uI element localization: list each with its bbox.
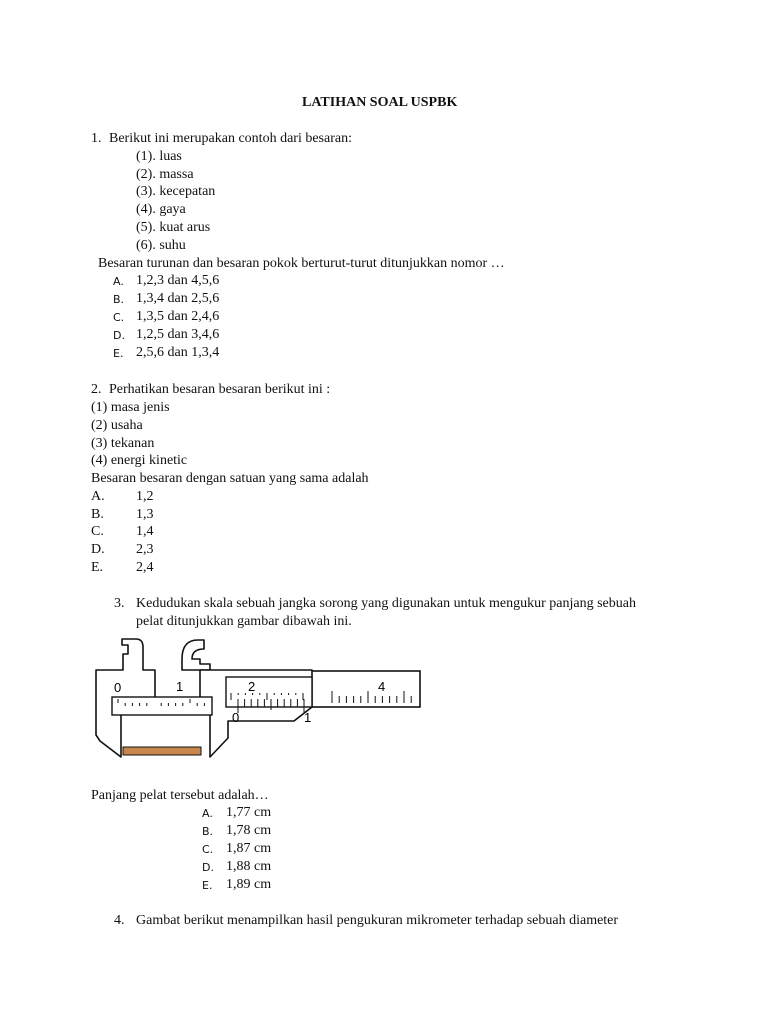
- q2-item: (3) tekanan: [91, 436, 155, 451]
- vernier-caliper-figure: [88, 637, 428, 772]
- main-scale-label-0: 0: [114, 680, 122, 695]
- q3-stem-line2: pelat ditunjukkan gambar dibawah ini.: [136, 614, 352, 629]
- q1-option-letter: A.: [113, 275, 124, 288]
- q3-option-text: 1,89 cm: [226, 877, 272, 892]
- q2-number: 2.: [91, 382, 102, 397]
- q3-option-text: 1,77 cm: [226, 805, 272, 820]
- vernier-scale-label-0: 0: [232, 710, 240, 725]
- q3-stem-line1: Kedudukan skala sebuah jangka sorong yang digunakan untuk mengukur panjang sebuah: [136, 596, 636, 611]
- q1-option-letter: C.: [113, 311, 125, 324]
- vernier-scale-label-1: 1: [304, 710, 312, 725]
- q3-option-text: 1,78 cm: [226, 823, 272, 838]
- q3-option-letter: A.: [202, 807, 213, 820]
- q1-option-text: 1,3,4 dan 2,5,6: [136, 291, 220, 306]
- q2-option-letter: A.: [91, 489, 105, 504]
- q1-item: (6). suhu: [136, 238, 186, 253]
- main-scale-label-2: 2: [248, 679, 256, 694]
- q3-question: Panjang pelat tersebut adalah…: [91, 788, 269, 803]
- q1-option-letter: D.: [113, 329, 125, 342]
- q2-option-text: 1,2: [136, 489, 154, 504]
- caliper-vernier-window: [226, 677, 312, 707]
- q2-option-text: 2,3: [136, 542, 154, 557]
- q2-option-text: 1,3: [136, 507, 154, 522]
- q3-option-letter: C.: [202, 843, 214, 856]
- q2-stem: Perhatikan besaran besaran berikut ini :: [109, 382, 331, 397]
- q2-item: (2) usaha: [91, 418, 143, 433]
- q3-option-text: 1,87 cm: [226, 841, 272, 856]
- q1-question: Besaran turunan dan besaran pokok berturut-turut ditunjukkan nomor …: [98, 256, 505, 271]
- q1-option-letter: B.: [113, 293, 125, 306]
- q1-option-text: 1,2,5 dan 3,4,6: [136, 327, 220, 342]
- q2-option-text: 2,4: [136, 560, 154, 575]
- q1-option-letter: E.: [113, 347, 124, 360]
- q1-item: (4). gaya: [136, 202, 186, 217]
- q2-option-text: 1,4: [136, 524, 154, 539]
- q1-option-text: 2,5,6 dan 1,3,4: [136, 345, 220, 360]
- q3-option-letter: D.: [202, 861, 214, 874]
- q1-item: (5). kuat arus: [136, 220, 211, 235]
- q2-item: (4) energi kinetic: [91, 453, 188, 468]
- q4-stem: Gambat berikut menampilkan hasil pengukuran mikrometer terhadap sebuah diameter: [136, 913, 619, 928]
- q1-number: 1.: [91, 131, 102, 146]
- q3-option-text: 1,88 cm: [226, 859, 272, 874]
- q3-option-letter: E.: [202, 879, 213, 892]
- q2-option-letter: E.: [91, 560, 104, 575]
- q2-item: (1) masa jenis: [91, 400, 170, 415]
- page-title: LATIHAN SOAL USPBK: [302, 95, 458, 110]
- q1-item: (3). kecepatan: [136, 184, 216, 199]
- main-scale-label-1: 1: [176, 679, 184, 694]
- q2-option-letter: B.: [91, 507, 104, 522]
- q1-option-text: 1,3,5 dan 2,4,6: [136, 309, 220, 324]
- measured-plate: [123, 747, 201, 755]
- q3-number: 3.: [114, 596, 125, 611]
- q3-option-letter: B.: [202, 825, 214, 838]
- q2-option-letter: C.: [91, 524, 104, 539]
- q4-number: 4.: [114, 913, 125, 928]
- main-scale-label-4: 4: [378, 679, 386, 694]
- q1-item: (1). luas: [136, 149, 182, 164]
- q1-option-text: 1,2,3 dan 4,5,6: [136, 273, 220, 288]
- q1-stem: Berikut ini merupakan contoh dari besaran:: [109, 131, 352, 146]
- q1-item: (2). massa: [136, 167, 194, 182]
- q2-option-letter: D.: [91, 542, 105, 557]
- caliper-upper-slide-jaw: [182, 640, 210, 670]
- q2-question: Besaran besaran dengan satuan yang sama adalah: [91, 471, 369, 486]
